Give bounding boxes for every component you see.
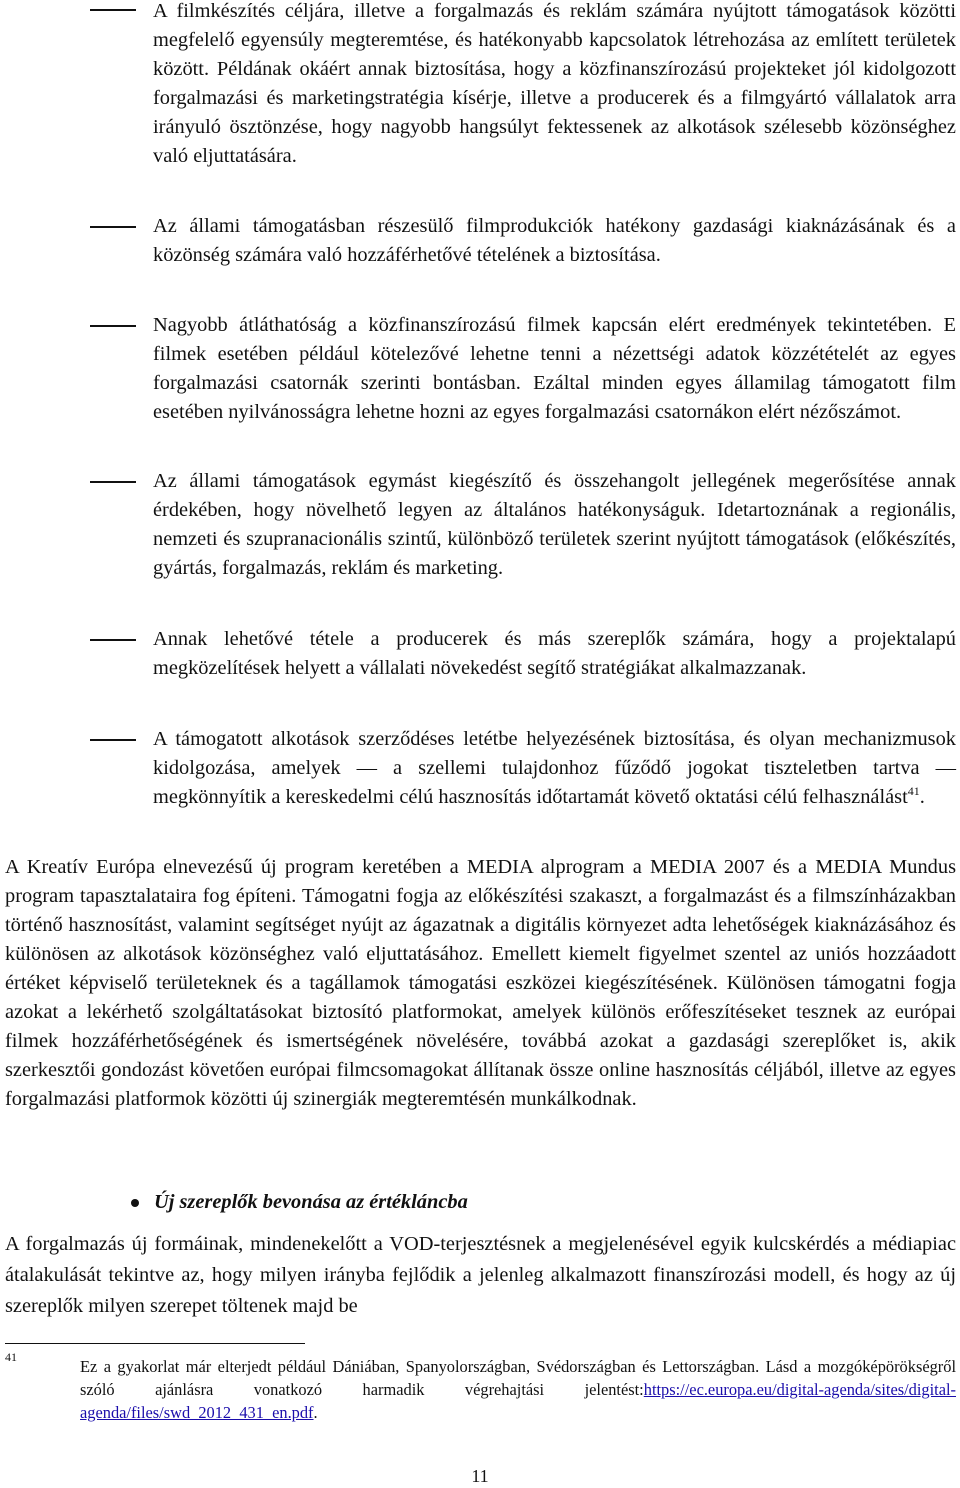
list-item-text: Az állami támogatások egymást kiegészítő és összehangolt jellegének megerősítése annak érdekében, hogy növelhető legyen az általános hatékonyságuk. Idetartoznának a regionális, nemzeti és szupranacionális szintű, különböző területek szerint nyújtott támogatások (előkészítés, gyártás, forgalmazás, reklám és marketing. [153,470,956,579]
list-item [0,725,960,812]
dash-marker [90,325,136,327]
list-item [0,0,960,171]
list-item-text: A filmkészítés céljára, illetve a forgalmazás és reklám számára nyújtott támogatások közötti megfelelő egyensúly megteremtése, és hatékonyabb kapcsolatok létrehozása az említett területek között. Példának okáért annak biztosítása, hogy a közfinanszírozású projekteket jól kidolgozott forgalmazási és marketingstratégia kísérje, illetve a producerek és a filmgyártó vállalatok arra irányuló ösztönzése, hogy nagyobb hangsúlyt fektessenek az alkotások szélesebb közönséghez való eljuttatására. [153,0,956,167]
footnote-text [80,1355,956,1424]
paragraph: A forgalmazás új formáinak, mindenekelőtt a VOD-terjesztésnek a megjelenésével egyik kulcskérdés a médiapiac átalakulását tekintve az, hogy milyen irányba fejlődik a jelenleg alkalmazott finanszírozási modell, és hogy az új szereplők milyen szerepet töltenek majd be [5,1233,956,1317]
list-item-text: Annak lehetővé tétele a producerek és más szereplők számára, hogy a projektalapú megközelítések helyett a vállalati növekedést segítő stratégiákat alkalmazzanak. [153,628,956,679]
dash-marker [90,226,136,228]
dash-marker [90,481,136,483]
list-item [0,212,960,270]
footnote-number: 41 [5,1350,17,1364]
list-item [0,467,960,583]
dash-marker [90,739,136,741]
list-item-text-body: A támogatott alkotások szerződéses letétbe helyezésének biztosítása, és olyan mechanizmusok kidolgozása, amelyek ― a szellemi tulajdonhoz fűződő jogokat tiszteletben tartva ― megkönnyítik a kereskedelmi célú hasznosítás időtartamát követő oktatási célú felhasználást [153,728,956,808]
footnote-link[interactable]: https://ec.europa.eu/digital-agenda/sites/digital-agenda/files/swd_2012_431_en.pdf [80,1380,956,1422]
bullet-icon [131,1199,139,1207]
section-heading-text: Új szereplők bevonása az értékláncba [154,1191,468,1213]
dash-marker [90,639,136,641]
list-item-text: Az állami támogatásban részesülő filmprodukciók hatékony gazdasági kiaknázásának és a közönség számára való hozzáférhetővé tételének a biztosítása. [153,215,956,266]
list-item-text: A támogatott alkotások szerződéses letétbe helyezésének biztosítása, és olyan mechanizmusok kidolgozása, amelyek ― a szellemi tulajdonhoz fűződő jogokat tiszteletben tartva ― megkönnyítik a kereskedelmi célú hasznosítás időtartamát követő oktatási célú felhasználást$^{41}$. [153,728,956,808]
dash-marker [90,9,136,11]
list-item [0,625,960,683]
footnote-divider [5,1343,305,1344]
footnote-end: . [313,1403,318,1422]
footnote-body: Ez a gyakorlat már elterjedt például Dániában, Spanyolországban, Svédországban és Lettországban. Lásd a mozgóképörökségről szóló ajánlásra vonatkozó harmadik végrehajtási jelentést: [80,1357,956,1399]
paragraph: A Kreatív Európa elnevezésű új program keretében a MEDIA alprogram a MEDIA 2007 és a MEDIA Mundus program tapasztalataira fog építeni. Támogatni fogja az előkészítési szakaszt, a forgalmazást és a filmszínházakban történő hasznosítást, valamint segítséget nyújt az ágazatnak a digitális környezet adta lehetőségek kiaknázásához és különösen az alkotások közönséghez való eljuttatásához. Emellett kiemelt figyelmet szentel az uniós hozzáadott értéket képviselő területeknek és a tagállamok támogatási eszközei kiegészítésének. Különösen támogatni fogja azokat a lekérhető szolgáltatásokat biztosító platformokat, amelyek különös erőfeszítéseket tesznek az európai filmek hozzáférhetőségének és ismertségének növelésére, továbbá azokat a gazdasági szereplőket is, akik szerkesztői gondozást követően európai filmcsomagokat állítanak össze online hasznosítás céljából, illetve az egyes forgalmazási platformok közötti új szinergiák megteremtésén munkálkodnak. [5,856,956,1110]
page-number: 11 [471,1466,489,1486]
footnote-reference[interactable]: 41 [907,784,920,799]
list-item [0,311,960,427]
list-item-text: Nagyobb átláthatóság a közfinanszírozású filmek kapcsán elért eredmények tekintetében. E filmek esetében például kötelezővé lehetne tenni a nézettségi adatok közzétételét az egyes forgalmazási csatornák szerinti bontásban. Ezáltal minden egyes államilag támogatott film esetében nyilvánosságra lehetne hozni az egyes forgalmazási csatornákon elért nézőszámot. [153,314,956,423]
